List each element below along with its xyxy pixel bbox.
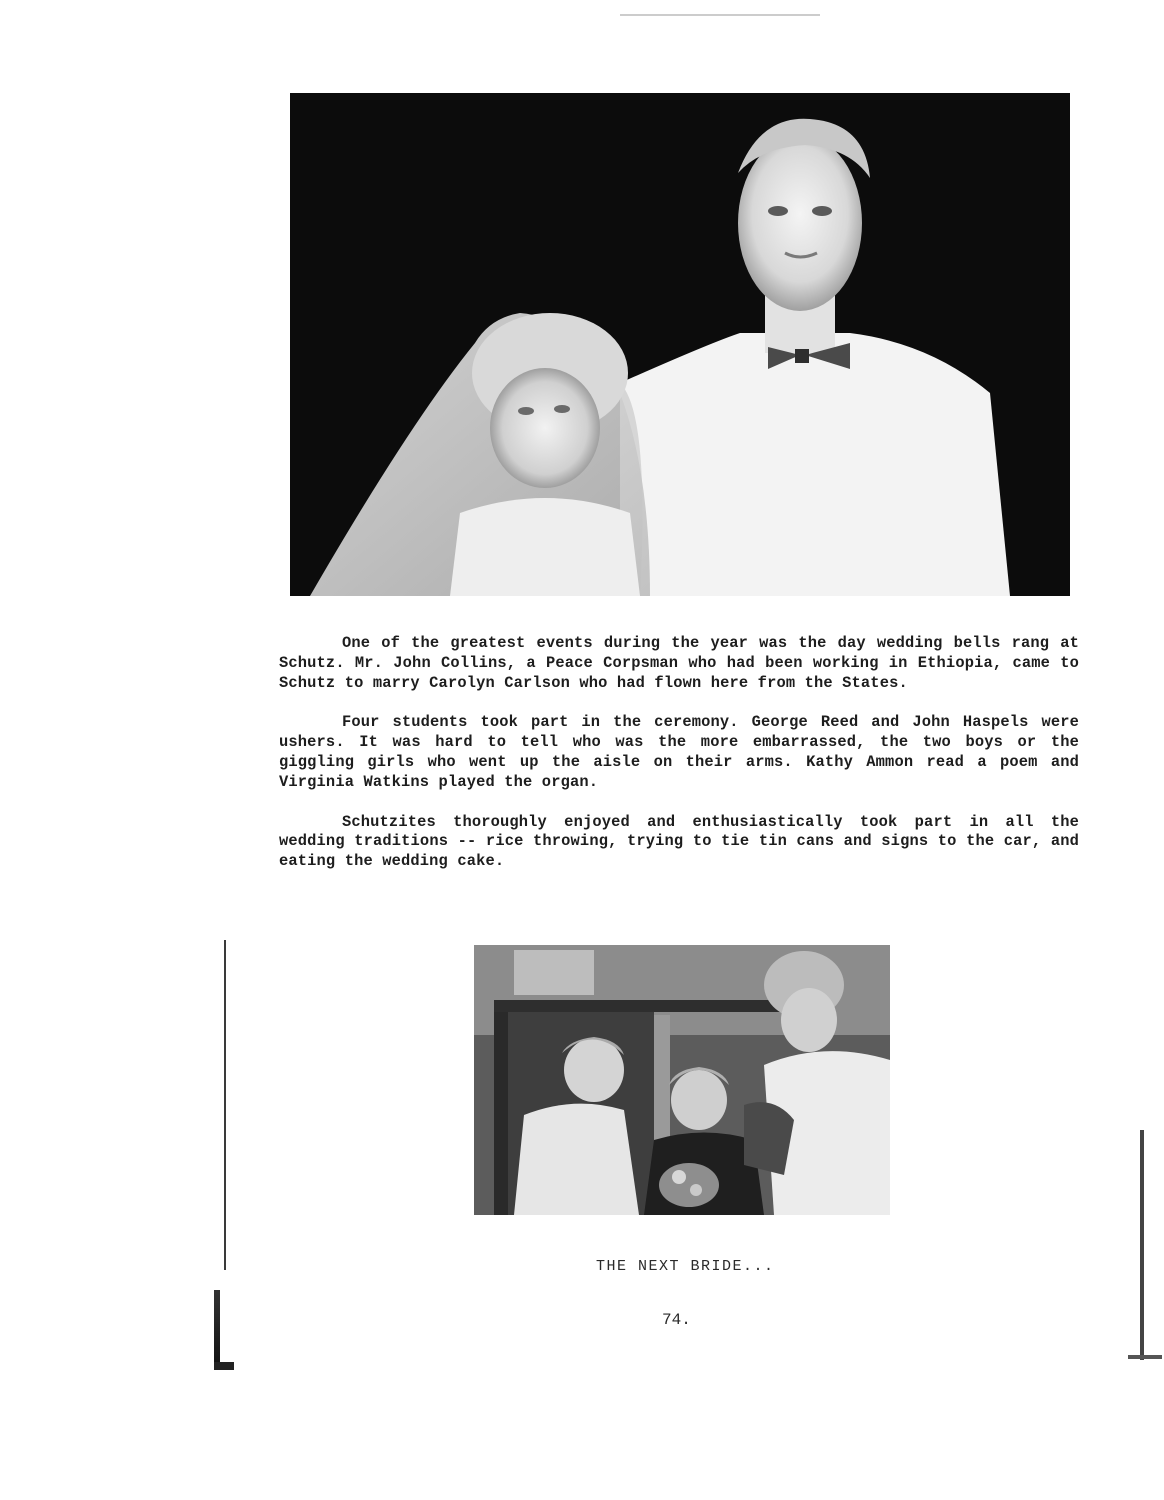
page-number: 74.	[662, 1311, 691, 1329]
next-bride-photo	[474, 945, 890, 1215]
paragraph-ceremony: Four students took part in the ceremony. George Reed and John Haspels were ushers. It was hard to tell who was the more embarrassed, the two boys or the giggling girls who went up the aisle on their arms. Kathy Ammon read a poem and Virginia Watkins played the organ.	[279, 713, 1079, 791]
article-body	[279, 634, 1079, 892]
photo-caption: THE NEXT BRIDE...	[596, 1258, 775, 1275]
scan-edge-right	[1140, 1130, 1144, 1360]
scan-edge-left-mark	[214, 1290, 220, 1370]
paragraph-traditions: Schutzites thoroughly enjoyed and enthusiastically took part in all the wedding traditions -- rice throwing, trying to tie tin cans and signs to the car, and eating the wedding cake.	[279, 812, 1079, 871]
paragraph-wedding-intro: One of the greatest events during the year was the day wedding bells rang at Schutz. Mr. John Collins, a Peace Corpsman who had been working in Ethiopia, came to Schutz to marry Carolyn Carlson who had flown here from the States.	[279, 634, 1079, 692]
scan-edge-right-base	[1128, 1355, 1162, 1359]
scan-edge-left	[224, 940, 226, 1270]
scan-artifact	[620, 14, 820, 16]
wedding-couple-photo	[290, 93, 1070, 596]
scan-edge-left-base	[214, 1362, 234, 1370]
